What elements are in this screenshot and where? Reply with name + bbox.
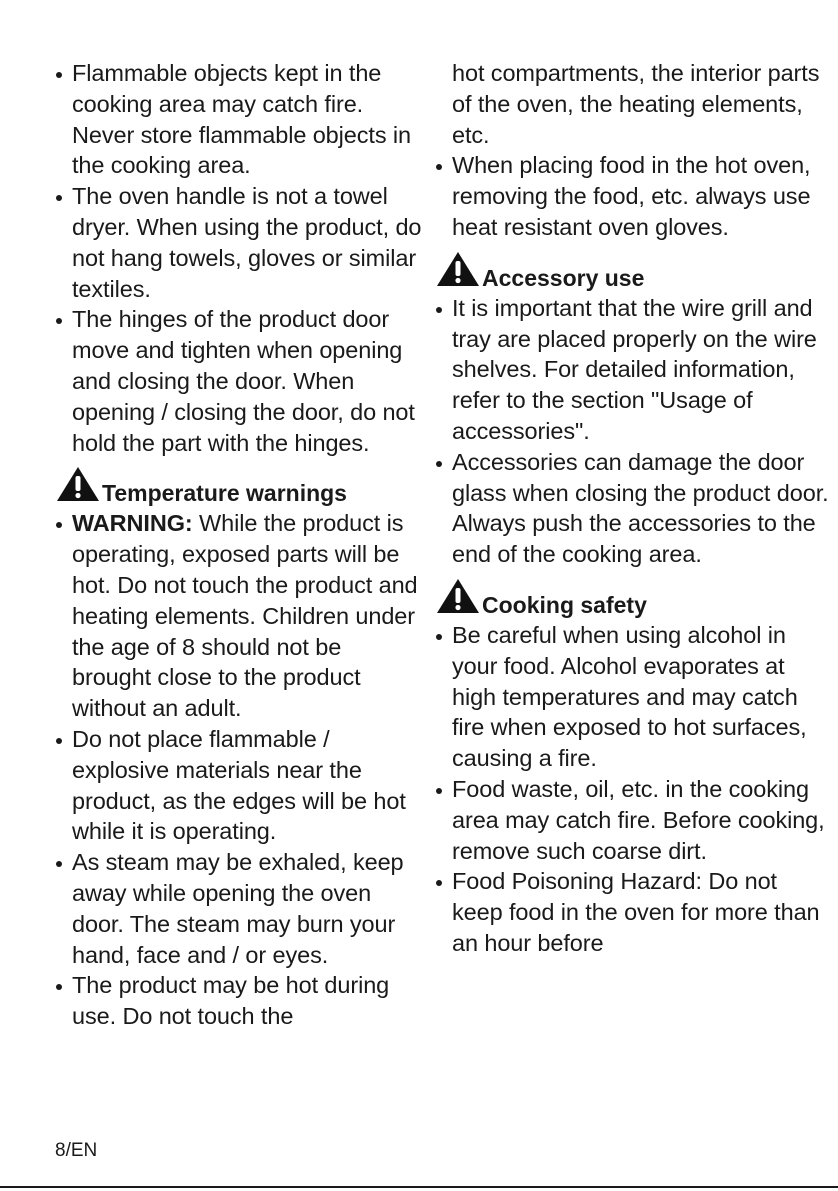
left-column: [52, 58, 422, 1032]
list-item-text: When placing food in the hot oven, removing the food, etc. always use heat resistant oven gloves.: [452, 152, 811, 240]
list-item-text: Food Poisoning Hazard: Do not keep food in the oven for more than an hour before: [452, 868, 820, 956]
list-item: [52, 724, 422, 847]
warning-triangle-icon: [56, 466, 100, 502]
list-item-text: Be careful when using alcohol in your food. Alcohol evaporates at high temperatures and may catch fire when exposed to hot surfaces, causing a fire.: [452, 621, 807, 772]
page-number: 8/EN: [55, 1140, 98, 1161]
section-heading-temperature: [52, 472, 422, 508]
section-heading-cooking: [432, 584, 832, 620]
section-heading-text: Temperature warnings: [102, 480, 347, 507]
list-item: [52, 970, 422, 1032]
left-list-bottom: [52, 508, 422, 1032]
list-item: [432, 774, 832, 866]
section-heading-text: Cooking safety: [482, 591, 647, 618]
warning-triangle-icon: [436, 578, 480, 614]
list-item-text: The oven handle is not a towel dryer. When using the product, do not hang towels, gloves or similar textiles.: [72, 183, 422, 302]
warning-triangle-icon: [436, 251, 480, 287]
list-item-text: The hinges of the product door move and tighten when opening and closing the door. When opening / closing the door, do not hold the part with the hinges.: [72, 306, 415, 456]
list-item-text: Flammable objects kept in the cooking area may catch fire. Never store flammable objects in the cooking area.: [72, 60, 411, 179]
list-item-text: Accessories can damage the door glass when closing the product door. Always push the accessories to the end of the cooking area.: [452, 448, 829, 568]
list-item: [52, 58, 422, 181]
warning-label: WARNING:: [72, 510, 193, 537]
right-list-top: [432, 150, 832, 242]
cooking-list: [432, 620, 832, 959]
warning-text: While the product is operating, exposed parts will be hot. Do not touch the product and heating elements. Children under the age of 8 should not be brought close to the product without an adult.: [72, 510, 418, 722]
right-column: [432, 58, 832, 959]
list-item: [432, 150, 832, 242]
list-item-warning: [52, 508, 422, 724]
list-item-text: The product may be hot during use. Do not touch the: [72, 972, 390, 1030]
list-item-text: Do not place flammable / explosive materials near the product, as the edges will be hot while it is operating.: [72, 725, 406, 845]
list-item: [432, 866, 832, 958]
list-item: [52, 847, 422, 970]
list-item-text: [72, 508, 422, 724]
section-heading-accessory: [432, 257, 832, 293]
list-item: [432, 620, 832, 774]
accessory-list: [432, 293, 832, 570]
list-item: [52, 304, 422, 458]
left-list-top: [52, 58, 422, 458]
list-item: [432, 293, 832, 447]
continued-text: hot compartments, the interior parts of the oven, the heating elements, etc.: [452, 60, 820, 148]
list-item: [52, 181, 422, 304]
bottom-divider: [0, 1186, 838, 1188]
list-item-text: It is important that the wire grill and tray are placed properly on the wire shelves. For detailed information, refer to the section "Usage of accessories".: [452, 294, 817, 444]
section-heading-text: Accessory use: [482, 264, 645, 291]
list-item-text: Food waste, oil, etc. in the cooking area may catch fire. Before cooking, remove such coarse dirt.: [452, 775, 825, 864]
list-item: [432, 447, 832, 570]
list-item-text: As steam may be exhaled, keep away while opening the oven door. The steam may burn your hand, face and / or eyes.: [72, 849, 404, 968]
